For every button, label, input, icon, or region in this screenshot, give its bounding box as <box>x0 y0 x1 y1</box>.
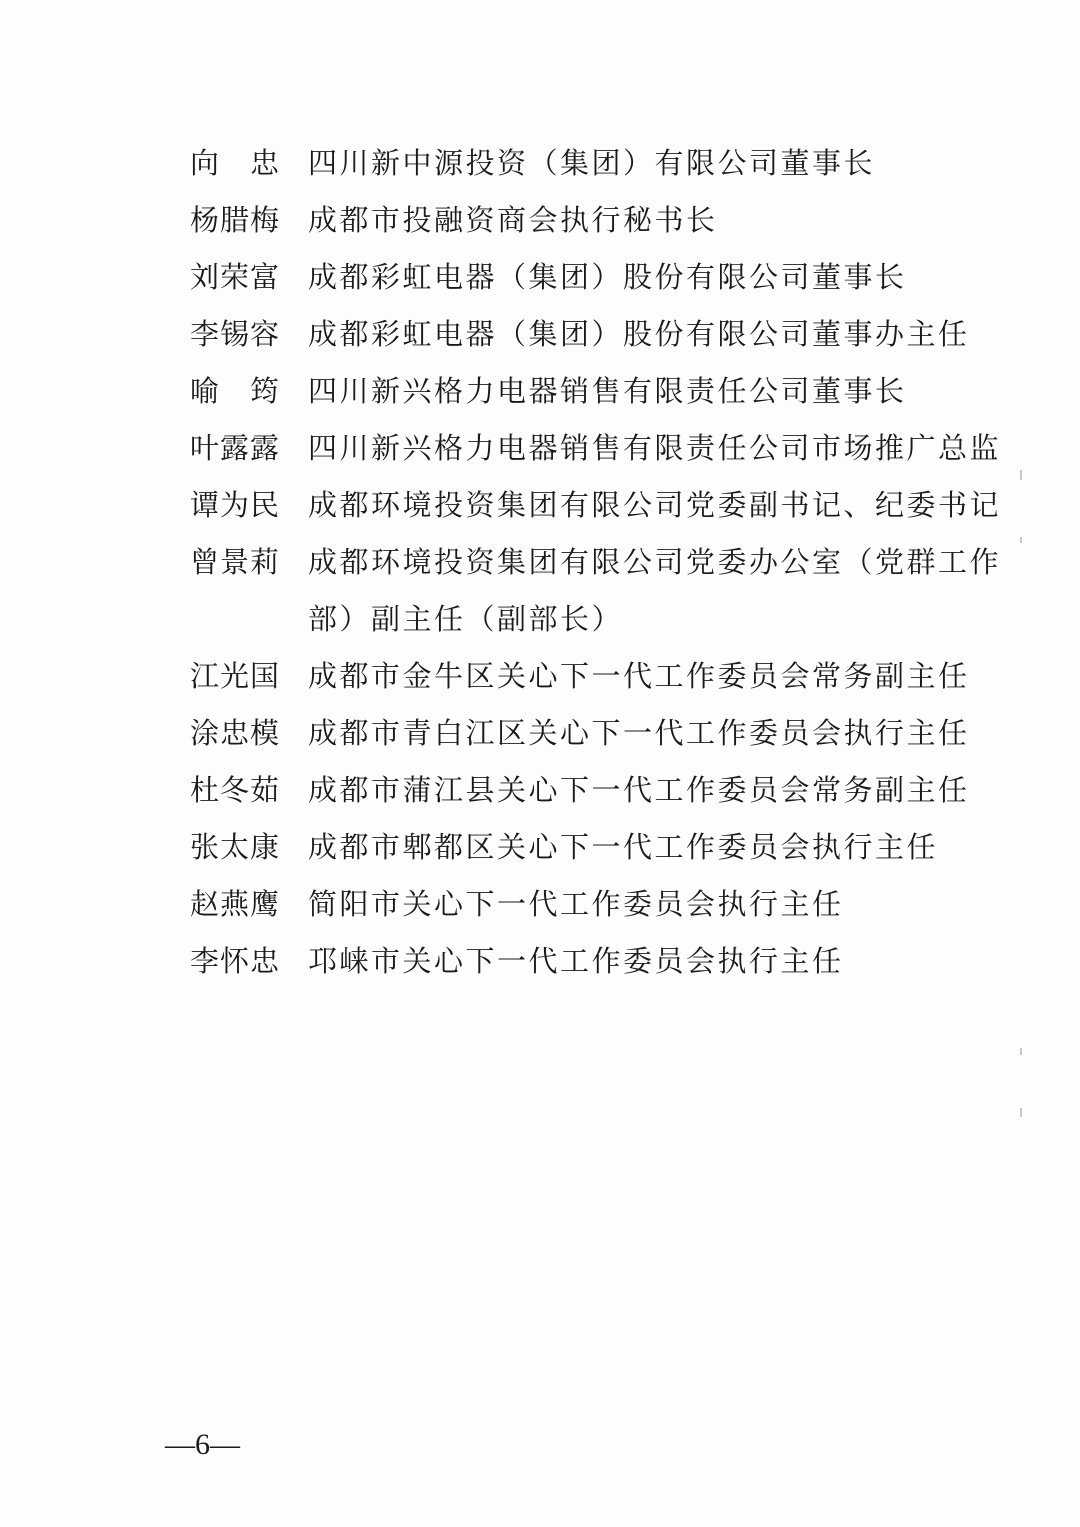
member-title: 成都环境投资集团有限公司党委办公室（党群工作部）副主任（副部长） <box>308 545 1002 636</box>
member-title: 四川新兴格力电器销售有限责任公司董事长 <box>308 374 907 408</box>
member-title: 邛崃市关心下一代工作委员会执行主任 <box>308 944 844 978</box>
list-item <box>190 819 1010 876</box>
list-item <box>190 249 1010 306</box>
member-name: 江光国 <box>190 659 281 693</box>
member-title: 四川新兴格力电器销售有限责任公司市场推广总监 <box>308 431 1002 465</box>
list-item <box>190 192 1010 249</box>
member-title: 成都彩虹电器（集团）股份有限公司董事长 <box>308 260 907 294</box>
list-item <box>190 705 1010 762</box>
member-name: 涂忠模 <box>190 716 281 750</box>
member-name: 向 忠 <box>190 146 281 180</box>
list-item <box>190 477 1010 534</box>
member-title: 四川新中源投资（集团）有限公司董事长 <box>308 146 876 180</box>
list-item <box>190 762 1010 819</box>
member-list <box>190 135 1010 990</box>
member-name: 李怀忠 <box>190 944 281 978</box>
member-title: 成都环境投资集团有限公司党委副书记、纪委书记 <box>308 488 1002 522</box>
list-item <box>190 135 1010 192</box>
member-name: 杜冬茹 <box>190 773 281 807</box>
member-title: 成都市金牛区关心下一代工作委员会常务副主任 <box>308 659 970 693</box>
scan-mark <box>1020 537 1022 543</box>
member-name: 刘荣富 <box>190 260 281 294</box>
list-item <box>190 420 1010 477</box>
member-title: 成都市投融资商会执行秘书长 <box>308 203 718 237</box>
member-name: 曾景莉 <box>190 545 281 579</box>
member-name: 赵燕鹰 <box>190 887 281 921</box>
list-item <box>190 534 1010 648</box>
member-title: 成都彩虹电器（集团）股份有限公司董事办主任 <box>308 317 970 351</box>
member-name: 喻 筠 <box>190 374 281 408</box>
scan-mark <box>1020 470 1022 480</box>
list-item <box>190 363 1010 420</box>
list-item <box>190 648 1010 705</box>
scan-mark <box>1020 1048 1022 1055</box>
member-name: 张太康 <box>190 830 281 864</box>
member-title: 成都市青白江区关心下一代工作委员会执行主任 <box>308 716 970 750</box>
member-name: 叶露露 <box>190 431 281 465</box>
member-name: 李锡容 <box>190 317 281 351</box>
member-title: 成都市郫都区关心下一代工作委员会执行主任 <box>308 830 939 864</box>
list-item <box>190 876 1010 933</box>
member-title: 成都市蒲江县关心下一代工作委员会常务副主任 <box>308 773 970 807</box>
scan-mark <box>1020 1108 1022 1117</box>
member-title: 简阳市关心下一代工作委员会执行主任 <box>308 887 844 921</box>
list-item <box>190 933 1010 990</box>
page-number: —6— <box>165 1428 240 1461</box>
member-name: 杨腊梅 <box>190 203 281 237</box>
member-name: 谭为民 <box>190 488 281 522</box>
list-item <box>190 306 1010 363</box>
